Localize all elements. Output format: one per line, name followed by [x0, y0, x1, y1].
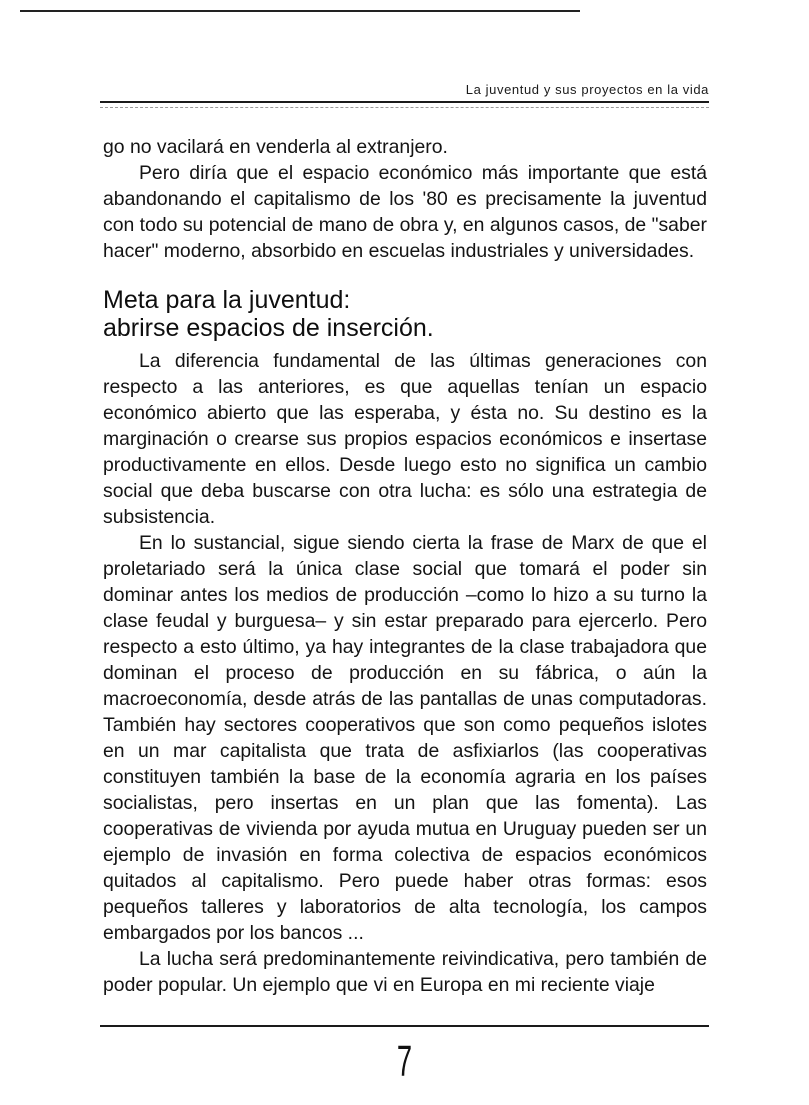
header-rule-shadow: [100, 107, 709, 108]
paragraph-continuation: go no vacilará en venderla al extranjero.: [103, 136, 448, 158]
header-rule: [100, 101, 709, 103]
running-header: La juventud y sus proyectos en la vida: [465, 82, 709, 97]
top-edge-rule: [20, 10, 580, 12]
paragraph: Pero diría que el espacio económico más importante que está abandonando el capitalismo de los '80 es precisamente la juventud con todo su potencial de mano de obra y, en algunos casos, de "saber hacer" moderno, absorbido en escuelas industriales y universidades.: [103, 162, 707, 262]
page-body: [103, 134, 707, 998]
paragraph: La lucha será predominantemente reivindicativa, pero también de poder popular. Un ejemplo que vi en Europa en mi reciente viaje: [103, 948, 707, 996]
section-heading-line-2: abrirse espacios de inserción.: [103, 314, 434, 342]
section-heading: [103, 286, 707, 342]
paragraph: La diferencia fundamental de las últimas generaciones con respecto a las anteriores, es que aquellas tenían un espacio económico abierto que las esperaba, y ésta no. Su destino es la marginación o crearse sus propios espacios económicos e insertase productivamente en ellos. Desde luego esto no significa un cambio social que deba buscarse con otra lucha: es sólo una estrategia de subsistencia.: [103, 350, 707, 528]
section-heading-line-1: Meta para la juventud:: [103, 286, 351, 314]
footer-rule: [100, 1025, 709, 1027]
paragraph: En lo sustancial, sigue siendo cierta la frase de Marx de que el proletariado será la única clase social que tomará el poder sin dominar antes los medios de producción –como lo hizo a su turno la clase feudal y burguesa– y sin estar preparado para ejercerlo. Pero respecto a esto último, ya hay integrantes de la clase trabajadora que dominan el proceso de producción en su fábrica, o aún la macroeconomía, desde atrás de las pantallas de unas computadoras. También hay sectores cooperativos que son como pequeños islotes en un mar capitalista que trata de asfixiarlos (las cooperativas constituyen también la base de la economía agraria en los países socialistas, pero insertas en un plan que las fomenta). Las cooperativas de vivienda por ayuda mutua en Uruguay pueden ser un ejemplo de invasión en forma colectiva de espacios económicos quitados al capitalismo. Pero puede haber otras formas: esos pequeños talleres y laboratorios de alta tecnología, los campos embargados por los bancos ...: [103, 532, 707, 944]
page-number: 7: [396, 1037, 413, 1086]
